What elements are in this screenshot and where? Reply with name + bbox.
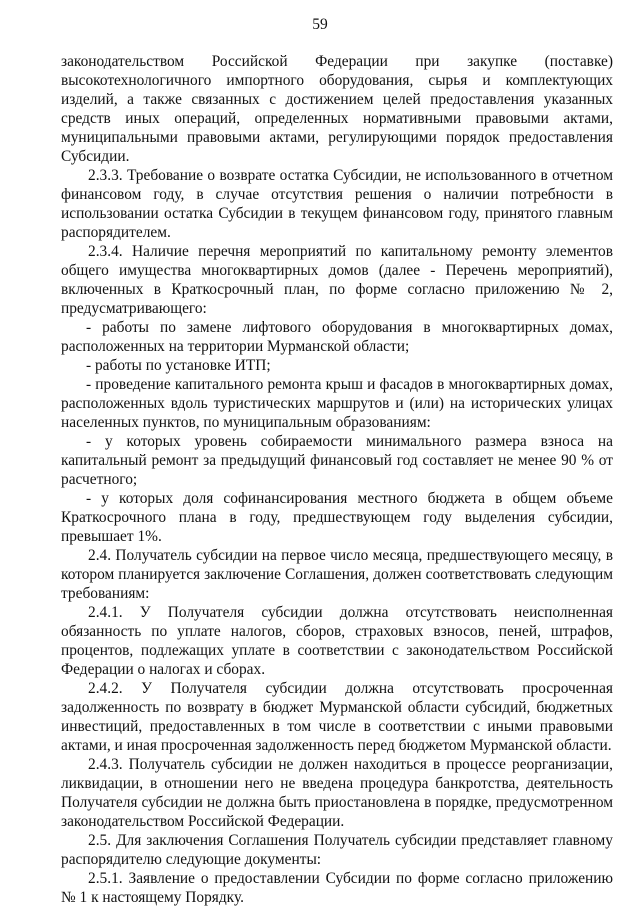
paragraph-2-4-1: 2.4.1. У Получателя субсидии должна отсутствовать неисполненная обязанность по уплате налогов, сборов, страховых взносов, пеней, штрафов, процентов, подлежащих уплате в соответствии с законодательством Российской Федерации о налогах и сборах.: [61, 604, 613, 678]
paragraph-2-5: 2.5. Для заключения Соглашения Получатель субсидии представляет главному распорядителю следующие документы:: [61, 832, 613, 868]
paragraph-2-4-3: 2.4.3. Получатель субсидии не должен находиться в процессе реорганизации, ликвидации, в отношении него не введена процедура банкротства, деятельность Получателя субсидии не должна быть приостановлена в порядке, предусмотренном законодательством Российской Федерации.: [61, 756, 613, 830]
list-item-itp: - работы по установке ИТП;: [86, 357, 271, 374]
paragraph-2-4-2: 2.4.2. У Получателя субсидии должна отсутствовать просроченная задолженность по возврату в бюджет Мурманской области субсидий, бюджетных инвестиций, предоставленных в том числе в соответствии с иными правовыми актами, и иная просроченная задолженность перед бюджетом Мурманской области.: [61, 680, 613, 754]
list-item-roofs-facades: - проведение капитального ремонта крыш и фасадов в многоквартирных домах, расположенных вдоль туристических маршрутов и (или) на исторических улицах населенных пунктов, по муниципальным образованиям:: [61, 376, 613, 431]
sub-list-item-cofinancing: - у которых доля софинансирования местного бюджета в общем объеме Краткосрочного плана в году, предшествующем году выделения субсидии, превышает 1%.: [61, 490, 613, 545]
document-body: [61, 52, 613, 907]
paragraph-2-4: 2.4. Получатель субсидии на первое число месяца, предшествующего месяцу, в котором планируется заключение Соглашения, должен соответствовать следующим требованиям:: [61, 547, 613, 602]
list-item-elevators: - работы по замене лифтового оборудования в многоквартирных домах, расположенных на территории Мурманской области;: [61, 319, 613, 355]
page-number: 59: [312, 16, 328, 33]
sub-list-item-collection-rate: - у которых уровень собираемости минимального размера взноса на капитальный ремонт за предыдущий финансовый год составляет не менее 90 % от расчетного;: [61, 433, 613, 488]
paragraph-continuation: законодательством Российской Федерации при закупке (поставке) высокотехнологичного импортного оборудования, сырья и комплектующих изделий, а также связанных с достижением целей предоставления указанных средств иных операций, определенных нормативными правовыми актами, муниципальными правовыми актами, регулирующими порядок предоставления Субсидии.: [61, 53, 613, 165]
paragraph-2-3-4: 2.3.4. Наличие перечня мероприятий по капитальному ремонту элементов общего имущества многоквартирных домов (далее - Перечень мероприятий), включенных в Краткосрочный план, по форме согласно приложению № 2, предусматривающего:: [61, 243, 613, 317]
paragraph-2-3-3: 2.3.3. Требование о возврате остатка Субсидии, не использованного в отчетном финансовом году, в случае отсутствия решения о наличии потребности в использовании остатка Субсидии в текущем финансовом году, принятого главным распорядителем.: [61, 167, 613, 241]
paragraph-2-5-1: 2.5.1. Заявление о предоставлении Субсидии по форме согласно приложению № 1 к настоящему Порядку.: [61, 870, 613, 906]
